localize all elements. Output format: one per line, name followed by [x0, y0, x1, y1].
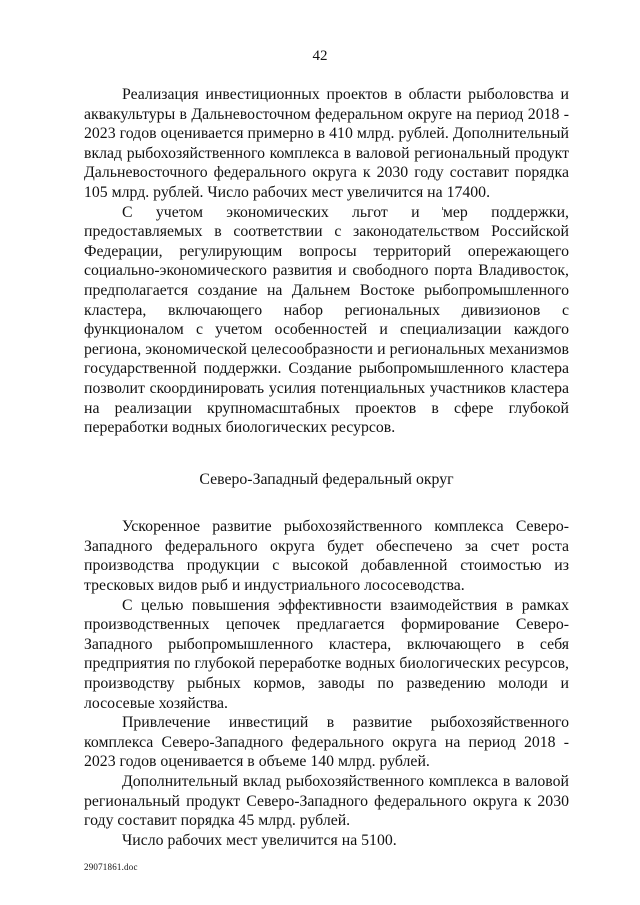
paragraph: С учетом экономических льгот и мер поддержки, предоставляемых в соответствии с законодательством Российской Федерации, регулирующим вопросы территорий опережающего социально-экономического развития и свободного порта Владивосток, предполагается создание на Дальнем Востоке рыбопромышленного кластера, включающего набор региональных дивизионов с функционалом с учетом особенностей и специализации каждого региона, экономической целесообразности и региональных механизмов государственной поддержки. Создание рыбопромышленного кластера позволит скоординировать усилия потенциальных участников кластера на реализации крупномасштабных проектов в сфере глубокой переработки водных биологических ресурсов. — [84, 203, 569, 437]
document-body — [84, 85, 569, 850]
paragraph: Ускоренное развитие рыбохозяйственного комплекса Северо-Западного федерального округа будет обеспечено за счет роста производства продукции с высокой добавленной стоимостью из тресковых видов рыб и индустриального лососеводства. — [84, 518, 569, 595]
page-number: 42 — [312, 48, 328, 64]
paragraph: Число рабочих мест увеличится на 5100. — [122, 831, 397, 849]
footer-filename: 29071861.doc — [84, 862, 138, 872]
section-heading: Северо-Западный федеральный округ — [199, 470, 454, 488]
paragraph: Привлечение инвестиций в развитие рыбохозяйственного комплекса Северо-Западного федерального округа на период 2018 - 2023 годов оценивается в объеме 140 млрд. рублей. — [84, 714, 569, 771]
paragraph: Реализация инвестиционных проектов в области рыболовства и аквакультуры в Дальневосточном федеральном округе на период 2018 - 2023 годов оценивается примерно в 410 млрд. рублей. Дополнительный вклад рыбохозяйственного комплекса в валовой региональный продукт Дальневосточного федерального округа к 2030 году составит порядка 105 млрд. рублей. Число рабочих мест увеличится на 17400. — [84, 86, 569, 201]
paragraph: Дополнительный вклад рыбохозяйственного комплекса в валовой региональный продукт Северо-Западного федерального округа к 2030 году составит порядка 45 млрд. рублей. — [84, 773, 569, 830]
paragraph: С целью повышения эффективности взаимодействия в рамках производственных цепочек предлагается формирование Северо-Западного рыбопромышленного кластера, включающего в себя предприятия по глубокой переработке водных биологических ресурсов, производству рыбных кормов, заводы по разведению молоди и лососевые хозяйства. — [84, 596, 569, 712]
